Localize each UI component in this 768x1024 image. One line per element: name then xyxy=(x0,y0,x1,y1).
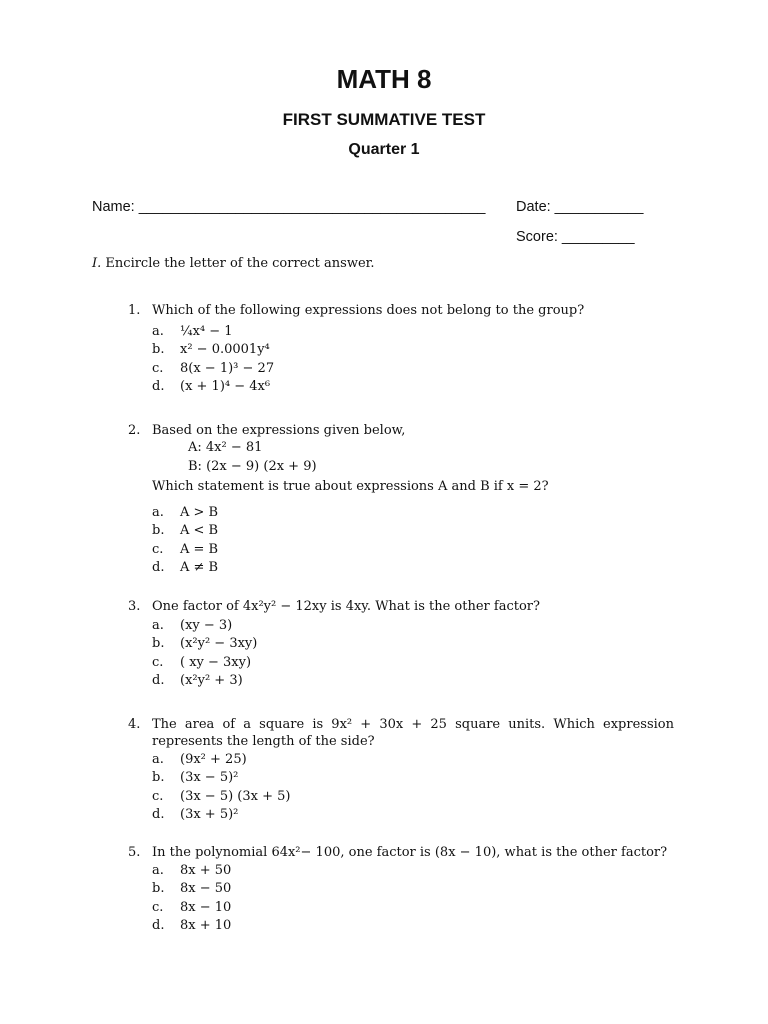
option-text: x² − 0.0001y⁴ xyxy=(180,342,270,358)
option-text: 8(x − 1)³ − 27 xyxy=(180,360,275,376)
option-letter: b. xyxy=(152,770,165,786)
question-1 xyxy=(128,302,674,396)
question-number: 2. xyxy=(128,423,141,438)
option-d[interactable] xyxy=(152,917,674,935)
option-letter: a. xyxy=(152,863,164,878)
question-prompt: Which statement is true about expressions A and B if x = 2? xyxy=(152,479,549,494)
option-a[interactable] xyxy=(152,617,674,635)
question-number: 5. xyxy=(128,845,141,860)
question-number: 1. xyxy=(128,303,141,318)
option-text: (3x + 5)² xyxy=(180,806,239,822)
option-c[interactable] xyxy=(152,541,674,559)
option-letter: c. xyxy=(152,360,164,376)
option-letter: b. xyxy=(152,523,165,539)
date-field: Date: ___________ xyxy=(516,199,644,215)
option-letter: d. xyxy=(152,917,165,933)
option-c[interactable] xyxy=(152,899,674,917)
option-text: ¼x⁴ − 1 xyxy=(180,324,233,339)
option-text: (x²y² + 3) xyxy=(180,672,243,688)
question-text: Based on the expressions given below, xyxy=(152,423,406,438)
option-text: (9x² + 25) xyxy=(180,752,247,767)
option-d[interactable] xyxy=(152,672,674,690)
question-number: 3. xyxy=(128,599,141,614)
question-5 xyxy=(128,844,674,935)
option-text: 8x − 10 xyxy=(180,899,232,915)
question-3 xyxy=(128,598,674,690)
option-letter: b. xyxy=(152,342,165,358)
instruction xyxy=(92,256,375,271)
question-text: One factor of 4x²y² − 12xy is 4xy. What is the other factor? xyxy=(152,599,540,614)
question-number: 4. xyxy=(128,717,141,732)
option-a[interactable] xyxy=(152,323,674,341)
option-text: ( xy − 3xy) xyxy=(180,654,252,670)
question-4 xyxy=(128,716,674,824)
option-b[interactable] xyxy=(152,522,674,540)
option-letter: b. xyxy=(152,881,165,897)
option-letter: a. xyxy=(152,752,164,767)
option-text: 8x + 50 xyxy=(180,863,232,878)
option-text: 8x − 50 xyxy=(180,881,232,897)
option-b[interactable] xyxy=(152,880,674,898)
option-c[interactable] xyxy=(152,360,674,378)
option-d[interactable] xyxy=(152,559,674,577)
option-d[interactable] xyxy=(152,378,674,396)
option-letter: a. xyxy=(152,505,164,520)
option-a[interactable] xyxy=(152,751,674,769)
option-letter: d. xyxy=(152,559,165,575)
option-text: A = B xyxy=(180,541,219,557)
option-letter: d. xyxy=(152,672,165,688)
question-text: In the polynomial 64x²− 100, one factor is (8x − 10), what is the other factor? xyxy=(152,845,668,860)
option-b[interactable] xyxy=(152,769,674,787)
page-title: MATH 8 xyxy=(336,64,432,94)
option-letter: a. xyxy=(152,618,164,633)
question-2 xyxy=(128,422,674,577)
question-text: The area of a square is 9x² + 30x + 25 square units. Which expression represents the length of the side? xyxy=(152,717,674,749)
option-b[interactable] xyxy=(152,635,674,653)
option-b[interactable] xyxy=(152,341,674,359)
option-c[interactable] xyxy=(152,788,674,806)
quarter-label: Quarter 1 xyxy=(348,141,420,158)
test-subtitle: FIRST SUMMATIVE TEST xyxy=(282,110,486,129)
option-letter: c. xyxy=(152,788,164,804)
option-letter: b. xyxy=(152,636,165,652)
option-letter: c. xyxy=(152,899,164,915)
name-field: Name: ___________________________________________ xyxy=(92,199,486,215)
option-c[interactable] xyxy=(152,654,674,672)
option-text: (xy − 3) xyxy=(180,618,233,633)
option-text: (3x − 5) (3x + 5) xyxy=(180,788,291,804)
given-expression-a: A: 4x² − 81 xyxy=(188,440,263,455)
option-letter: d. xyxy=(152,806,165,822)
score-field: Score: _________ xyxy=(516,229,635,245)
instruction-text: Encircle the letter of the correct answer. xyxy=(105,256,375,271)
option-text: (x²y² − 3xy) xyxy=(180,636,258,652)
option-text: A ≠ B xyxy=(180,559,219,575)
option-d[interactable] xyxy=(152,806,674,824)
option-text: A < B xyxy=(180,523,219,539)
option-text: (x + 1)⁴ − 4x⁶ xyxy=(180,378,271,394)
option-text: A > B xyxy=(180,505,219,520)
option-text: 8x + 10 xyxy=(180,917,232,933)
option-letter: d. xyxy=(152,378,165,394)
option-a[interactable] xyxy=(152,862,674,880)
option-a[interactable] xyxy=(152,504,674,522)
option-text: (3x − 5)² xyxy=(180,770,239,786)
option-letter: c. xyxy=(152,541,164,557)
instruction-roman: I. xyxy=(92,256,102,271)
question-text: Which of the following expressions does not belong to the group? xyxy=(152,303,585,318)
given-expression-b: B: (2x − 9) (2x + 9) xyxy=(188,458,317,474)
option-letter: a. xyxy=(152,324,164,339)
option-letter: c. xyxy=(152,654,164,670)
